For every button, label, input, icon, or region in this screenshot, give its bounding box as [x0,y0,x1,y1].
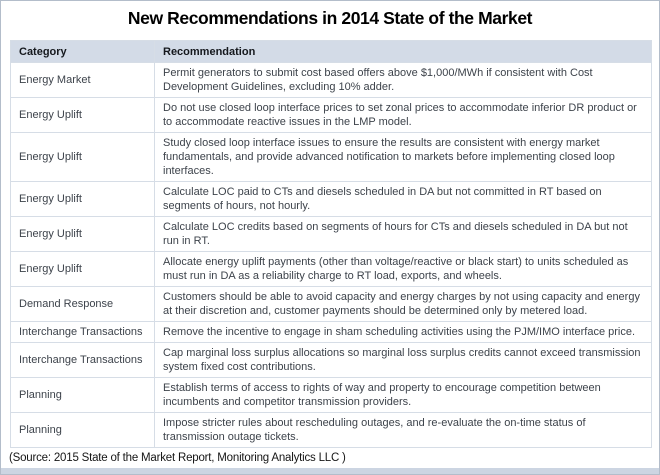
recommendation-cell: Calculate LOC paid to CTs and diesels scheduled in DA but not committed in RT based on segments of hours, not hourly. [155,182,652,217]
table-row [11,413,652,448]
recommendation-cell: Customers should be able to avoid capacity and energy charges by not using capacity and energy at their discretion and, customer payments should be determined only by metered load. [155,287,652,322]
category-cell: Energy Uplift [11,182,155,217]
category-cell: Energy Uplift [11,217,155,252]
table-row [11,182,652,217]
table-header [11,41,652,63]
recommendation-cell: Calculate LOC credits based on segments of hours for CTs and diesels scheduled in DA but not run in RT. [155,217,652,252]
table-row [11,252,652,287]
category-cell: Interchange Transactions [11,343,155,378]
category-cell: Energy Uplift [11,98,155,133]
recommendation-cell: Do not use closed loop interface prices to set zonal prices to accommodate inferior DR product or to accommodate reactive issues in the LMP model. [155,98,652,133]
table-row [11,287,652,322]
table-row [11,378,652,413]
category-cell: Energy Market [11,63,155,98]
table-row [11,133,652,182]
recommendation-cell: Study closed loop interface issues to ensure the results are consistent with energy market fundamentals, and provide advanced notification to markets before implementing closed loop interfaces. [155,133,652,182]
page-title: New Recommendations in 2014 State of the Market [127,8,533,28]
column-header-category: Category [11,41,155,63]
table-row [11,217,652,252]
category-cell: Planning [11,378,155,413]
column-header-recommendation: Recommendation [155,41,652,63]
source-note: (Source: 2015 State of the Market Report, Monitoring Analytics LLC ) [9,452,346,464]
table-row [11,63,652,98]
header-row [11,41,652,63]
recommendation-cell: Establish terms of access to rights of way and property to encourage competition between incumbents and competitor transmission providers. [155,378,652,413]
category-cell: Energy Uplift [11,133,155,182]
table-row [11,343,652,378]
table-body [11,63,652,448]
recommendation-cell: Remove the incentive to engage in sham scheduling activities using the PJM/IMO interface price. [155,322,652,343]
recommendation-cell: Cap marginal loss surplus allocations so marginal loss surplus credits cannot exceed transmission system fixed cost contributions. [155,343,652,378]
recommendations-table [10,40,652,448]
recommendation-cell: Permit generators to submit cost based offers above $1,000/MWh if consistent with Cost Development Guidelines, excluding 10% adder. [155,63,652,98]
category-cell: Demand Response [11,287,155,322]
category-cell: Energy Uplift [11,252,155,287]
bottom-strip [1,468,659,474]
category-cell: Planning [11,413,155,448]
table-row [11,98,652,133]
category-cell: Interchange Transactions [11,322,155,343]
recommendation-cell: Allocate energy uplift payments (other than voltage/reactive or black start) to units scheduled as must run in DA as a reliability charge to RT load, exports, and wheels. [155,252,652,287]
recommendation-cell: Impose stricter rules about rescheduling outages, and re-evaluate the on-time status of transmission outage tickets. [155,413,652,448]
table-row [11,322,652,343]
